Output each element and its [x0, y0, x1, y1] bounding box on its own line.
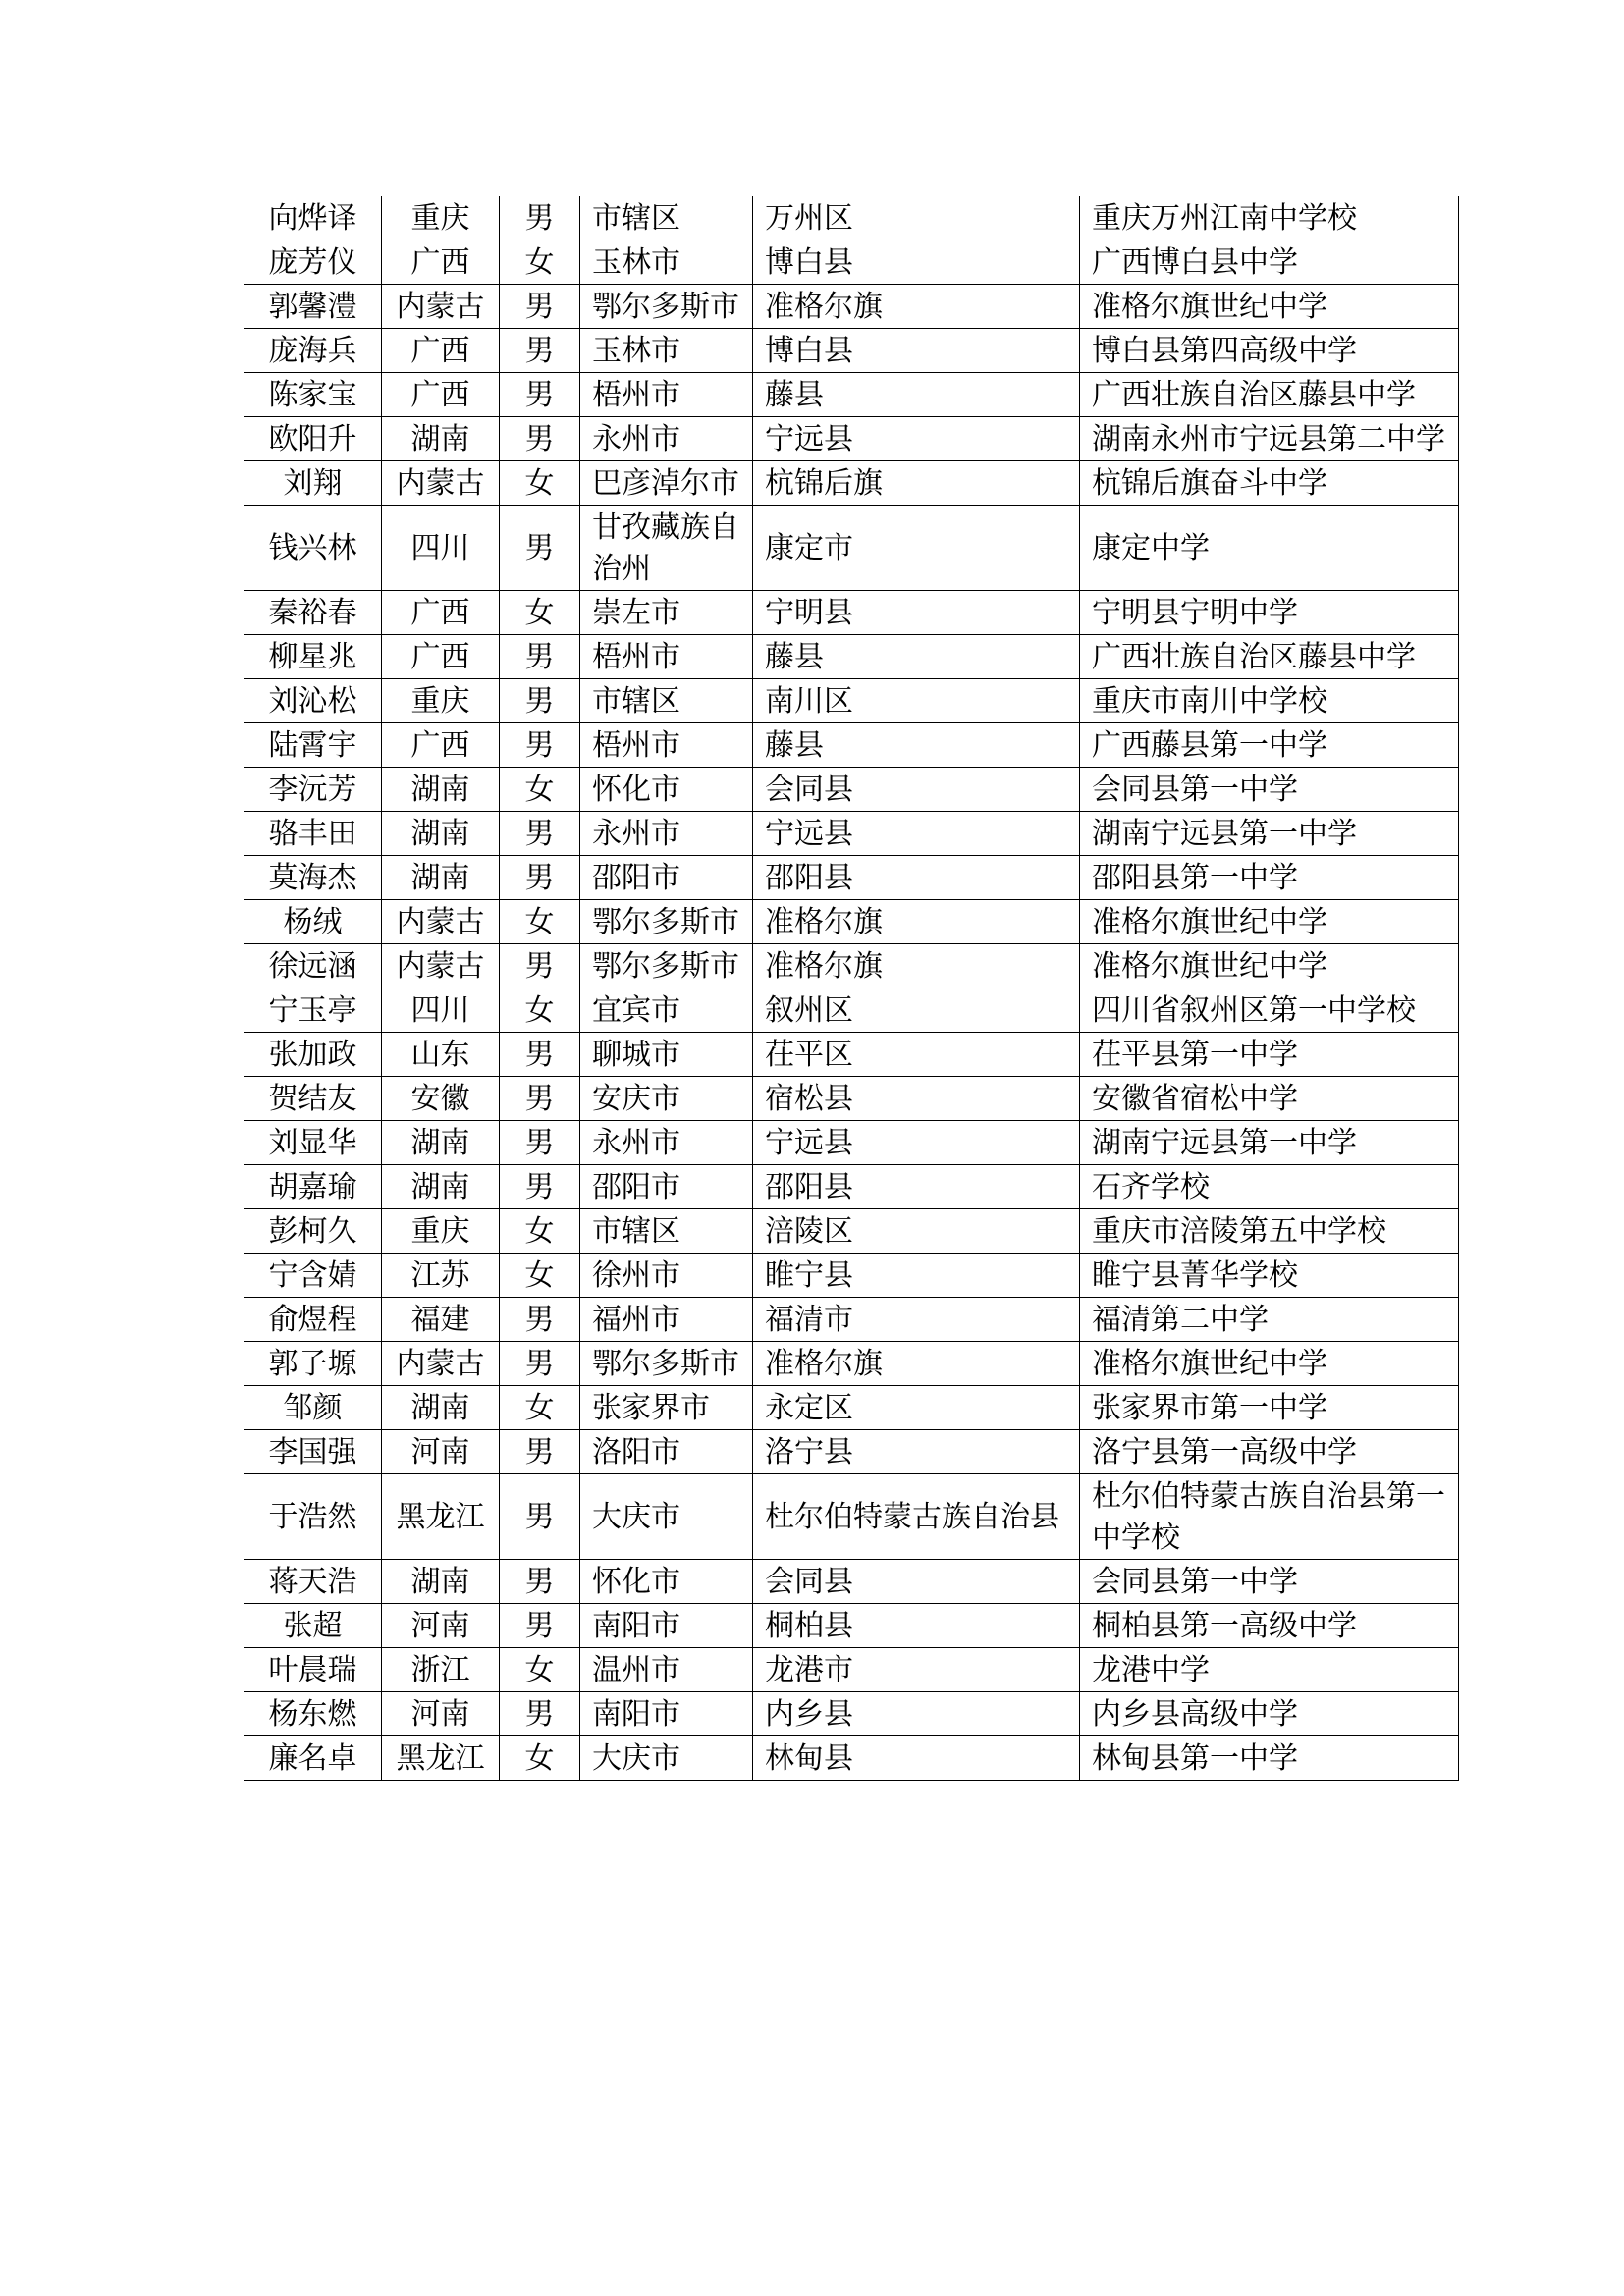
- school-cell: 杭锦后旗奋斗中学: [1080, 461, 1459, 506]
- province-cell: 重庆: [382, 1209, 500, 1254]
- student-name-cell: 欧阳升: [244, 417, 382, 461]
- school-cell: 广西壮族自治区藤县中学: [1080, 635, 1459, 679]
- county-cell: 康定市: [753, 506, 1080, 591]
- city-cell: 玉林市: [580, 329, 753, 373]
- city-cell: 张家界市: [580, 1386, 753, 1430]
- student-name-cell: 蒋天浩: [244, 1560, 382, 1604]
- student-name-cell: 杨绒: [244, 900, 382, 944]
- student-name-cell: 徐远涵: [244, 944, 382, 988]
- county-cell: 杜尔伯特蒙古族自治县: [753, 1474, 1080, 1560]
- gender-cell: 男: [500, 679, 580, 723]
- student-name-cell: 杨东燃: [244, 1692, 382, 1736]
- table-row: [244, 329, 1459, 373]
- gender-cell: 男: [500, 1298, 580, 1342]
- gender-cell: 男: [500, 1692, 580, 1736]
- table-row: [244, 944, 1459, 988]
- county-cell: 涪陵区: [753, 1209, 1080, 1254]
- province-cell: 湖南: [382, 856, 500, 900]
- gender-cell: 男: [500, 1342, 580, 1386]
- city-cell: 宜宾市: [580, 988, 753, 1033]
- province-cell: 河南: [382, 1692, 500, 1736]
- school-cell: 准格尔旗世纪中学: [1080, 944, 1459, 988]
- gender-cell: 女: [500, 461, 580, 506]
- city-cell: 永州市: [580, 1121, 753, 1165]
- school-cell: 广西壮族自治区藤县中学: [1080, 373, 1459, 417]
- school-cell: 桐柏县第一高级中学: [1080, 1604, 1459, 1648]
- province-cell: 内蒙古: [382, 1342, 500, 1386]
- province-cell: 河南: [382, 1430, 500, 1474]
- table-row: [244, 768, 1459, 812]
- province-cell: 广西: [382, 591, 500, 635]
- city-cell: 怀化市: [580, 768, 753, 812]
- student-name-cell: 宁含婧: [244, 1254, 382, 1298]
- city-cell: 甘孜藏族自治州: [580, 506, 753, 591]
- table-row: [244, 1560, 1459, 1604]
- school-cell: 邵阳县第一中学: [1080, 856, 1459, 900]
- gender-cell: 男: [500, 329, 580, 373]
- county-cell: 准格尔旗: [753, 1342, 1080, 1386]
- student-name-cell: 钱兴林: [244, 506, 382, 591]
- school-cell: 湖南宁远县第一中学: [1080, 812, 1459, 856]
- school-cell: 康定中学: [1080, 506, 1459, 591]
- gender-cell: 男: [500, 373, 580, 417]
- table-row: [244, 506, 1459, 591]
- school-cell: 石齐学校: [1080, 1165, 1459, 1209]
- city-cell: 鄂尔多斯市: [580, 944, 753, 988]
- province-cell: 福建: [382, 1298, 500, 1342]
- city-cell: 徐州市: [580, 1254, 753, 1298]
- gender-cell: 男: [500, 1165, 580, 1209]
- table-row: [244, 679, 1459, 723]
- school-cell: 杜尔伯特蒙古族自治县第一中学校: [1080, 1474, 1459, 1560]
- province-cell: 广西: [382, 329, 500, 373]
- city-cell: 市辖区: [580, 196, 753, 240]
- province-cell: 湖南: [382, 1560, 500, 1604]
- county-cell: 宁远县: [753, 812, 1080, 856]
- table-row: [244, 417, 1459, 461]
- county-cell: 永定区: [753, 1386, 1080, 1430]
- city-cell: 玉林市: [580, 240, 753, 285]
- table-row: [244, 373, 1459, 417]
- gender-cell: 男: [500, 1430, 580, 1474]
- student-name-cell: 郭子塬: [244, 1342, 382, 1386]
- county-cell: 万州区: [753, 196, 1080, 240]
- province-cell: 湖南: [382, 1165, 500, 1209]
- gender-cell: 女: [500, 1736, 580, 1781]
- county-cell: 林甸县: [753, 1736, 1080, 1781]
- table-row: [244, 1648, 1459, 1692]
- school-cell: 重庆市南川中学校: [1080, 679, 1459, 723]
- table-row: [244, 900, 1459, 944]
- county-cell: 宁明县: [753, 591, 1080, 635]
- school-cell: 广西藤县第一中学: [1080, 723, 1459, 768]
- city-cell: 梧州市: [580, 723, 753, 768]
- student-name-cell: 刘沁松: [244, 679, 382, 723]
- gender-cell: 女: [500, 988, 580, 1033]
- city-cell: 怀化市: [580, 1560, 753, 1604]
- roster-body: [244, 196, 1459, 1781]
- student-name-cell: 张加政: [244, 1033, 382, 1077]
- student-name-cell: 刘翔: [244, 461, 382, 506]
- student-name-cell: 骆丰田: [244, 812, 382, 856]
- province-cell: 湖南: [382, 768, 500, 812]
- gender-cell: 男: [500, 196, 580, 240]
- city-cell: 市辖区: [580, 1209, 753, 1254]
- school-cell: 茌平县第一中学: [1080, 1033, 1459, 1077]
- city-cell: 崇左市: [580, 591, 753, 635]
- county-cell: 会同县: [753, 1560, 1080, 1604]
- county-cell: 藤县: [753, 635, 1080, 679]
- gender-cell: 男: [500, 1604, 580, 1648]
- county-cell: 杭锦后旗: [753, 461, 1080, 506]
- province-cell: 黑龙江: [382, 1736, 500, 1781]
- gender-cell: 男: [500, 285, 580, 329]
- gender-cell: 女: [500, 591, 580, 635]
- gender-cell: 女: [500, 900, 580, 944]
- school-cell: 宁明县宁明中学: [1080, 591, 1459, 635]
- student-name-cell: 秦裕春: [244, 591, 382, 635]
- province-cell: 四川: [382, 988, 500, 1033]
- student-name-cell: 李国强: [244, 1430, 382, 1474]
- table-row: [244, 1254, 1459, 1298]
- table-row: [244, 1430, 1459, 1474]
- city-cell: 福州市: [580, 1298, 753, 1342]
- city-cell: 鄂尔多斯市: [580, 1342, 753, 1386]
- city-cell: 安庆市: [580, 1077, 753, 1121]
- student-roster-table: [244, 196, 1459, 1781]
- student-name-cell: 于浩然: [244, 1474, 382, 1560]
- city-cell: 南阳市: [580, 1604, 753, 1648]
- table-row: [244, 988, 1459, 1033]
- school-cell: 龙港中学: [1080, 1648, 1459, 1692]
- school-cell: 会同县第一中学: [1080, 1560, 1459, 1604]
- school-cell: 洛宁县第一高级中学: [1080, 1430, 1459, 1474]
- county-cell: 睢宁县: [753, 1254, 1080, 1298]
- province-cell: 湖南: [382, 417, 500, 461]
- city-cell: 洛阳市: [580, 1430, 753, 1474]
- county-cell: 宿松县: [753, 1077, 1080, 1121]
- student-name-cell: 张超: [244, 1604, 382, 1648]
- school-cell: 准格尔旗世纪中学: [1080, 900, 1459, 944]
- county-cell: 宁远县: [753, 417, 1080, 461]
- table-row: [244, 461, 1459, 506]
- table-row: [244, 1604, 1459, 1648]
- table-row: [244, 240, 1459, 285]
- student-name-cell: 俞煜程: [244, 1298, 382, 1342]
- gender-cell: 女: [500, 240, 580, 285]
- school-cell: 湖南永州市宁远县第二中学: [1080, 417, 1459, 461]
- student-name-cell: 庞海兵: [244, 329, 382, 373]
- gender-cell: 女: [500, 768, 580, 812]
- student-name-cell: 刘显华: [244, 1121, 382, 1165]
- county-cell: 内乡县: [753, 1692, 1080, 1736]
- gender-cell: 男: [500, 1121, 580, 1165]
- province-cell: 内蒙古: [382, 944, 500, 988]
- city-cell: 大庆市: [580, 1736, 753, 1781]
- county-cell: 准格尔旗: [753, 944, 1080, 988]
- gender-cell: 男: [500, 1560, 580, 1604]
- city-cell: 梧州市: [580, 373, 753, 417]
- student-name-cell: 叶晨瑞: [244, 1648, 382, 1692]
- student-name-cell: 宁玉亭: [244, 988, 382, 1033]
- gender-cell: 男: [500, 944, 580, 988]
- county-cell: 南川区: [753, 679, 1080, 723]
- county-cell: 博白县: [753, 329, 1080, 373]
- table-row: [244, 1209, 1459, 1254]
- county-cell: 叙州区: [753, 988, 1080, 1033]
- county-cell: 福清市: [753, 1298, 1080, 1342]
- table-row: [244, 1033, 1459, 1077]
- student-name-cell: 邹颜: [244, 1386, 382, 1430]
- county-cell: 会同县: [753, 768, 1080, 812]
- student-name-cell: 莫海杰: [244, 856, 382, 900]
- province-cell: 浙江: [382, 1648, 500, 1692]
- county-cell: 邵阳县: [753, 856, 1080, 900]
- city-cell: 鄂尔多斯市: [580, 900, 753, 944]
- table-row: [244, 635, 1459, 679]
- school-cell: 湖南宁远县第一中学: [1080, 1121, 1459, 1165]
- county-cell: 龙港市: [753, 1648, 1080, 1692]
- gender-cell: 男: [500, 635, 580, 679]
- school-cell: 重庆万州江南中学校: [1080, 196, 1459, 240]
- student-name-cell: 庞芳仪: [244, 240, 382, 285]
- table-row: [244, 1474, 1459, 1560]
- student-name-cell: 胡嘉瑜: [244, 1165, 382, 1209]
- student-name-cell: 郭馨澧: [244, 285, 382, 329]
- table-row: [244, 1692, 1459, 1736]
- gender-cell: 女: [500, 1209, 580, 1254]
- school-cell: 准格尔旗世纪中学: [1080, 285, 1459, 329]
- student-name-cell: 向烨译: [244, 196, 382, 240]
- province-cell: 广西: [382, 635, 500, 679]
- school-cell: 内乡县高级中学: [1080, 1692, 1459, 1736]
- table-row: [244, 196, 1459, 240]
- school-cell: 博白县第四高级中学: [1080, 329, 1459, 373]
- province-cell: 黑龙江: [382, 1474, 500, 1560]
- table-row: [244, 1165, 1459, 1209]
- table-row: [244, 1298, 1459, 1342]
- city-cell: 邵阳市: [580, 1165, 753, 1209]
- province-cell: 四川: [382, 506, 500, 591]
- county-cell: 邵阳县: [753, 1165, 1080, 1209]
- school-cell: 睢宁县菁华学校: [1080, 1254, 1459, 1298]
- county-cell: 博白县: [753, 240, 1080, 285]
- city-cell: 大庆市: [580, 1474, 753, 1560]
- city-cell: 永州市: [580, 417, 753, 461]
- province-cell: 湖南: [382, 1121, 500, 1165]
- city-cell: 梧州市: [580, 635, 753, 679]
- county-cell: 宁远县: [753, 1121, 1080, 1165]
- province-cell: 江苏: [382, 1254, 500, 1298]
- gender-cell: 男: [500, 723, 580, 768]
- city-cell: 温州市: [580, 1648, 753, 1692]
- table-row: [244, 812, 1459, 856]
- school-cell: 会同县第一中学: [1080, 768, 1459, 812]
- school-cell: 安徽省宿松中学: [1080, 1077, 1459, 1121]
- gender-cell: 男: [500, 856, 580, 900]
- student-name-cell: 陆霄宇: [244, 723, 382, 768]
- province-cell: 湖南: [382, 1386, 500, 1430]
- county-cell: 藤县: [753, 723, 1080, 768]
- province-cell: 山东: [382, 1033, 500, 1077]
- province-cell: 广西: [382, 240, 500, 285]
- school-cell: 四川省叙州区第一中学校: [1080, 988, 1459, 1033]
- table-row: [244, 856, 1459, 900]
- student-name-cell: 彭柯久: [244, 1209, 382, 1254]
- gender-cell: 男: [500, 506, 580, 591]
- province-cell: 重庆: [382, 196, 500, 240]
- school-cell: 准格尔旗世纪中学: [1080, 1342, 1459, 1386]
- table-row: [244, 723, 1459, 768]
- city-cell: 南阳市: [580, 1692, 753, 1736]
- province-cell: 广西: [382, 373, 500, 417]
- table-row: [244, 1121, 1459, 1165]
- gender-cell: 男: [500, 1077, 580, 1121]
- county-cell: 茌平区: [753, 1033, 1080, 1077]
- city-cell: 邵阳市: [580, 856, 753, 900]
- table-row: [244, 1736, 1459, 1781]
- province-cell: 内蒙古: [382, 461, 500, 506]
- province-cell: 重庆: [382, 679, 500, 723]
- city-cell: 聊城市: [580, 1033, 753, 1077]
- gender-cell: 女: [500, 1254, 580, 1298]
- table-row: [244, 1077, 1459, 1121]
- table-row: [244, 1386, 1459, 1430]
- school-cell: 重庆市涪陵第五中学校: [1080, 1209, 1459, 1254]
- city-cell: 巴彦淖尔市: [580, 461, 753, 506]
- city-cell: 鄂尔多斯市: [580, 285, 753, 329]
- student-name-cell: 柳星兆: [244, 635, 382, 679]
- province-cell: 广西: [382, 723, 500, 768]
- gender-cell: 女: [500, 1648, 580, 1692]
- province-cell: 内蒙古: [382, 900, 500, 944]
- school-cell: 广西博白县中学: [1080, 240, 1459, 285]
- gender-cell: 男: [500, 417, 580, 461]
- gender-cell: 男: [500, 812, 580, 856]
- gender-cell: 男: [500, 1474, 580, 1560]
- province-cell: 河南: [382, 1604, 500, 1648]
- school-cell: 福清第二中学: [1080, 1298, 1459, 1342]
- gender-cell: 女: [500, 1386, 580, 1430]
- student-name-cell: 李沅芳: [244, 768, 382, 812]
- city-cell: 永州市: [580, 812, 753, 856]
- gender-cell: 男: [500, 1033, 580, 1077]
- county-cell: 准格尔旗: [753, 900, 1080, 944]
- school-cell: 林甸县第一中学: [1080, 1736, 1459, 1781]
- city-cell: 市辖区: [580, 679, 753, 723]
- county-cell: 桐柏县: [753, 1604, 1080, 1648]
- student-name-cell: 廉名卓: [244, 1736, 382, 1781]
- province-cell: 内蒙古: [382, 285, 500, 329]
- table-row: [244, 591, 1459, 635]
- county-cell: 藤县: [753, 373, 1080, 417]
- table-row: [244, 1342, 1459, 1386]
- county-cell: 准格尔旗: [753, 285, 1080, 329]
- county-cell: 洛宁县: [753, 1430, 1080, 1474]
- student-name-cell: 陈家宝: [244, 373, 382, 417]
- province-cell: 安徽: [382, 1077, 500, 1121]
- school-cell: 张家界市第一中学: [1080, 1386, 1459, 1430]
- province-cell: 湖南: [382, 812, 500, 856]
- table-row: [244, 285, 1459, 329]
- student-name-cell: 贺结友: [244, 1077, 382, 1121]
